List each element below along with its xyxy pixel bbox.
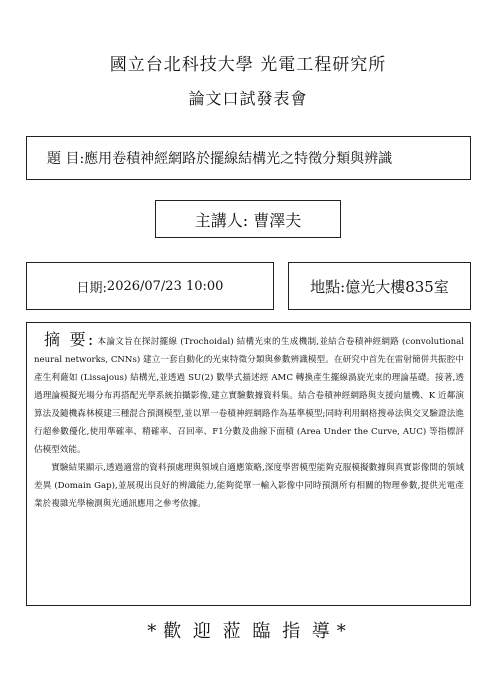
closing-text: 歡 迎 蒞 臨 指 導: [163, 621, 333, 642]
abstract-text-1: 本論文旨在探討擺線 (Trochoidal) 結構光束的生成機制,並結合卷積神經網路 (convolutional neural networks, CNNs) 建立一套自動化的光束特徵分類與參數辨識模型。在研究中首先在雷射簡併共振腔中產生利薩如 (Lissajous) 結構光,並透過 SU(2) 數學式描述經 AMC 轉換產生擺線渦旋光束的理論基礎。接著,透過理論模擬光場分布再搭配光學系統拍攝影像,建立實驗數據資料集。結合卷積神經網路與支援向量機、K 近鄰演算法及隨機森林模建三種混合預測模型,並以單一卷積神經網路作為基準模型;同時利用網格搜尋法與交叉驗證法進行超參數優化,使用準確率、精確率、召回率、F1分數及曲線下面積 (Area Under the Curve, AUC) 等指標評估模型效能。: [34, 337, 465, 455]
star-icon: *: [147, 621, 160, 642]
speaker-box: [155, 200, 341, 238]
title-label: 題 目:: [47, 151, 85, 167]
star-icon: *: [336, 621, 349, 642]
speaker-name: 曹澤夫: [253, 210, 302, 230]
university-department-heading: 國立台北科技大學 光電工程研究所: [109, 55, 387, 75]
date-value: 2026/07/23 10:00: [106, 278, 224, 294]
date-label: 日期:: [76, 280, 107, 296]
place-value: 億光大樓835室: [345, 277, 449, 296]
abstract-label: 摘 要:: [44, 330, 96, 349]
abstract-paragraph-1: [34, 331, 464, 459]
abstract-box: [26, 322, 471, 606]
thesis-title-box: [26, 136, 471, 180]
speaker-label: 主講人:: [194, 210, 249, 230]
closing-invitation: [0, 617, 496, 643]
event-heading: 論文口試發表會: [188, 89, 308, 108]
thesis-title: 應用卷積神經網路於擺線結構光之特徵分類與辨識: [84, 151, 393, 167]
abstract-paragraph-2: 實驗結果顯示,透過適當的資料預處理與領域自適應策略,深度學習模型能夠克服模擬數據與真實影像間的領域差異 (Domain Gap),並展現出良好的辨識能力,能夠從單一輸入影像中同時預測所有相關的物理參數,提供光電產業於複雜光學檢測與光通訊應用之參考依據。: [34, 463, 464, 509]
place-label: 地點:: [310, 277, 346, 296]
date-box: [26, 262, 274, 310]
place-box: [288, 262, 471, 310]
